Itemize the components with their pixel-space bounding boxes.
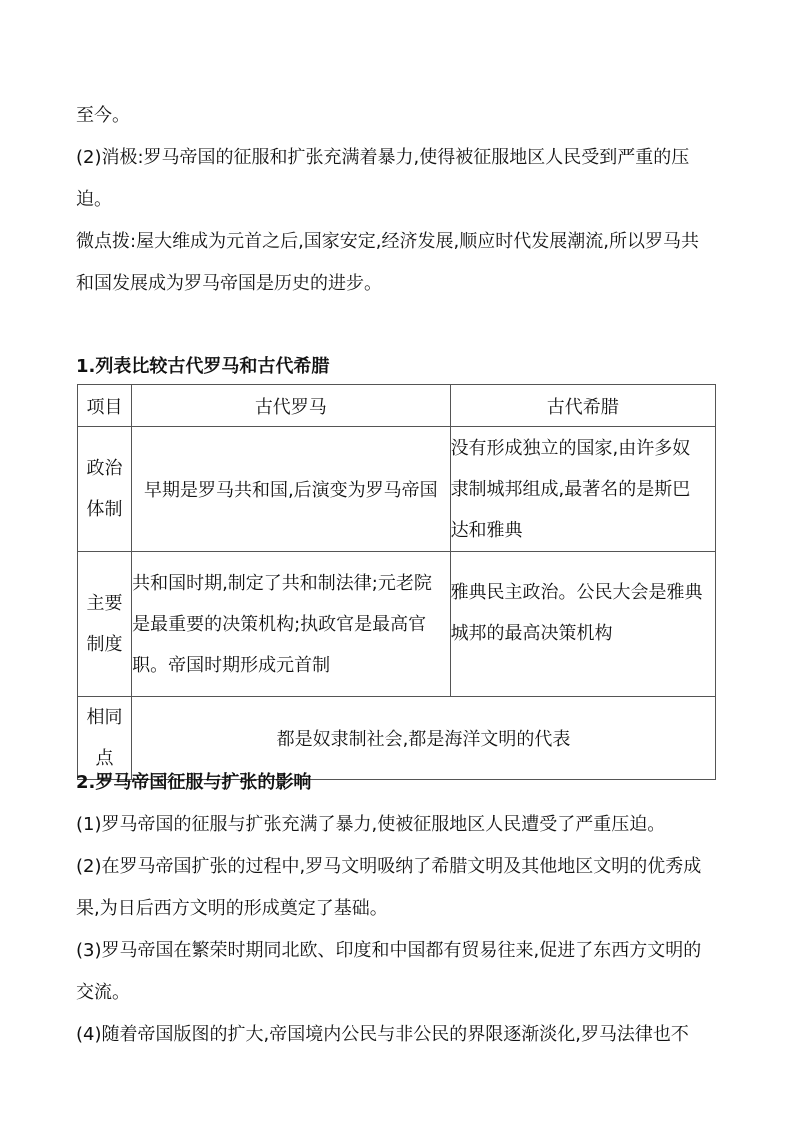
row-label-line: 相同 bbox=[86, 707, 123, 728]
cell-line: 城邦的最高决策机构 bbox=[450, 623, 613, 644]
text-line: 和国发展成为罗马帝国是历史的进步。 bbox=[76, 273, 382, 294]
text-line: (2)消极:罗马帝国的征服和扩张充满着暴力,使得被征服地区人民受到严重的压 bbox=[76, 147, 690, 168]
table-row bbox=[78, 427, 716, 552]
cell-line: 隶制城邦组成,最著名的是斯巴 bbox=[450, 478, 691, 500]
cell-line: 共和国时期,制定了共和制法律;元老院 bbox=[132, 572, 432, 594]
row-label-line: 制度 bbox=[86, 634, 123, 655]
row-label-line: 点 bbox=[95, 748, 114, 769]
comparison-table bbox=[77, 384, 716, 780]
row-label bbox=[78, 552, 132, 697]
cell-line: 职。帝国时期形成元首制 bbox=[132, 654, 331, 676]
cell-line: 雅典民主政治。公民大会是雅典 bbox=[450, 582, 703, 603]
section-heading: 2.罗马帝国征服与扩张的影响 bbox=[76, 772, 312, 793]
text-line: (1)罗马帝国的征服与扩张充满了暴力,使被征服地区人民遭受了严重压迫。 bbox=[76, 814, 666, 835]
table-cell-rome: 早期是罗马共和国,后演变为罗马帝国 bbox=[132, 427, 450, 552]
text-line: (3)罗马帝国在繁荣时期同北欧、印度和中国都有贸易往来,促进了东西方文明的 bbox=[76, 940, 702, 961]
table-cell-greece bbox=[450, 427, 715, 552]
text-line: (2)在罗马帝国扩张的过程中,罗马文明吸纳了希腊文明及其他地区文明的优秀成 bbox=[76, 856, 702, 877]
table-header-cell: 古代希腊 bbox=[450, 385, 715, 427]
table-row bbox=[78, 552, 716, 697]
table-cell-greece bbox=[450, 552, 715, 697]
text-line: 至今。 bbox=[76, 105, 130, 126]
row-label bbox=[78, 427, 132, 552]
text-line: 交流。 bbox=[76, 982, 130, 1003]
row-label-line: 体制 bbox=[86, 499, 123, 520]
text-line: 微点拨:屋大维成为元首之后,国家安定,经济发展,顺应时代发展潮流,所以罗马共 bbox=[76, 231, 699, 252]
cell-line: 达和雅典 bbox=[450, 519, 523, 541]
table-cell-merged: 都是奴隶制社会,都是海洋文明的代表 bbox=[132, 697, 716, 780]
text-line: 果,为日后西方文明的形成奠定了基础。 bbox=[76, 898, 388, 919]
cell-line: 是最重要的决策机构;执政官是最高官 bbox=[132, 613, 427, 635]
table-header-cell: 项目 bbox=[78, 385, 132, 427]
table-header-row bbox=[78, 385, 716, 427]
table-row bbox=[78, 697, 716, 780]
text-line: (4)随着帝国版图的扩大,帝国境内公民与非公民的界限逐渐淡化,罗马法律也不 bbox=[76, 1024, 689, 1045]
text-line: 迫。 bbox=[76, 189, 112, 210]
row-label-line: 主要 bbox=[86, 593, 123, 614]
row-label bbox=[78, 697, 132, 780]
table-header-cell: 古代罗马 bbox=[132, 385, 450, 427]
row-label-line: 政治 bbox=[86, 458, 123, 479]
cell-line: 没有形成独立的国家,由许多奴 bbox=[450, 437, 691, 459]
table-cell-rome bbox=[132, 552, 450, 697]
section-heading: 1.列表比较古代罗马和古代希腊 bbox=[76, 356, 330, 377]
